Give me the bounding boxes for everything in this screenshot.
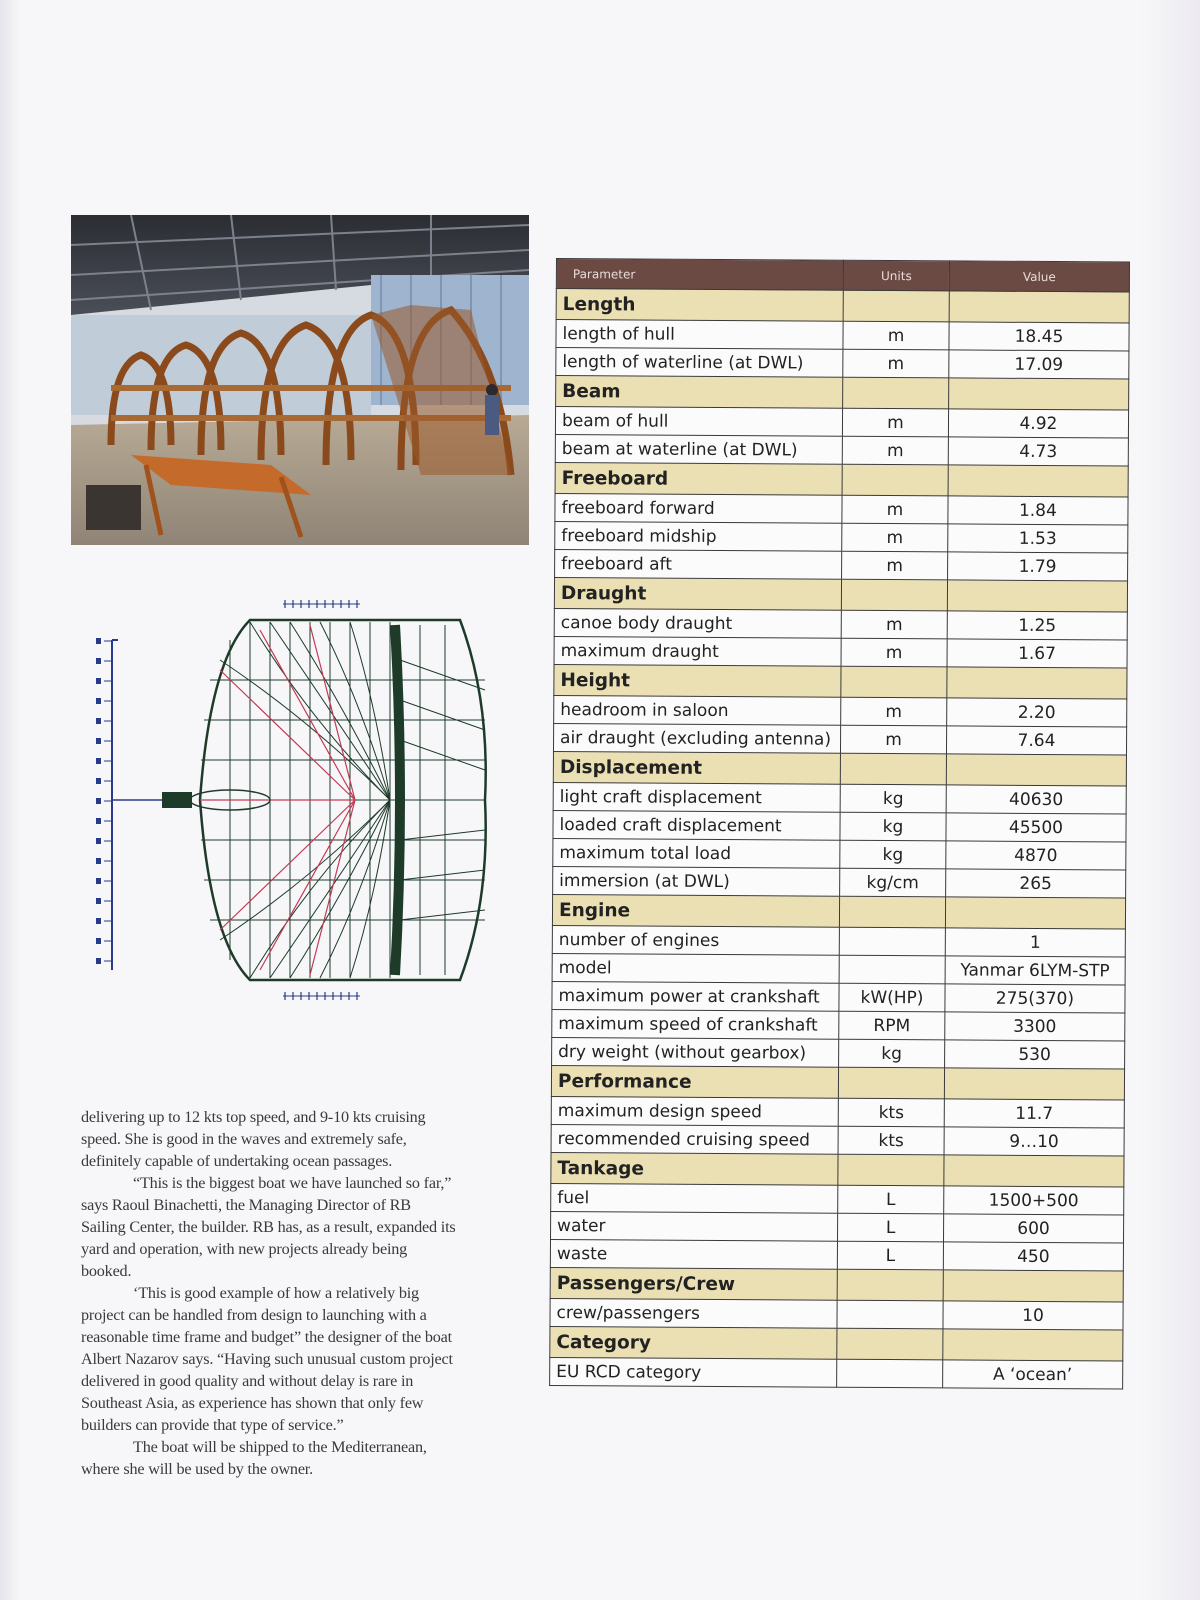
table-row <box>550 1298 1123 1329</box>
section-title: Tankage <box>551 1152 838 1185</box>
units-cell: L <box>837 1241 943 1270</box>
value-cell: 1.67 <box>947 639 1127 668</box>
param-cell: waste <box>550 1239 837 1269</box>
table-row <box>551 1183 1124 1214</box>
param-cell: maximum design speed <box>551 1096 838 1126</box>
param-cell: air draught (excluding antenna) <box>553 723 840 753</box>
header-parameter: Parameter <box>556 259 843 291</box>
value-cell: 450 <box>943 1242 1123 1271</box>
section-units-cell <box>838 1154 944 1186</box>
section-value-cell <box>948 378 1128 410</box>
value-cell: 11.7 <box>944 1099 1124 1128</box>
section-units-cell <box>843 377 949 409</box>
header-value: Value <box>949 261 1129 292</box>
value-cell: 1.84 <box>948 496 1128 525</box>
value-cell: 1.53 <box>948 524 1128 553</box>
article-paragraph: “This is the biggest boat we have launched so far,” says Raoul Binachetti, the Managing Director of RB Sailing Center, the builder. RB has, as a result, expanded its yard and operation, with new projects already being booked. <box>81 1174 456 1280</box>
section-title: Draught <box>554 577 841 610</box>
param-cell: dry weight (without gearbox) <box>552 1037 839 1067</box>
article-text <box>81 1106 459 1480</box>
section-row <box>552 894 1125 928</box>
units-cell: kts <box>838 1126 944 1155</box>
units-cell: kW(HP) <box>839 983 945 1012</box>
header-units: Units <box>843 260 949 291</box>
table-row <box>550 1357 1123 1388</box>
value-cell: 265 <box>945 869 1125 898</box>
table-row <box>553 866 1126 897</box>
value-cell: A ‘ocean’ <box>942 1360 1122 1389</box>
section-title: Height <box>554 664 841 697</box>
section-title: Passengers/Crew <box>550 1267 837 1300</box>
section-value-cell <box>943 1329 1123 1361</box>
units-cell: kg/cm <box>840 868 946 897</box>
units-cell: m <box>842 551 948 580</box>
article-paragraph: ‘This is good example of how a relatively big project can be handled from design to launching with a reasonable time frame and budget” the designer of the boat Albert Nazarov says. “Having such unusual custom project delivered in good quality and without delay is rare in Southeast Asia, as experience has shown that only few builders can provide that type of service.” <box>81 1284 453 1434</box>
param-cell: length of waterline (at DWL) <box>556 348 843 378</box>
table-row <box>552 1037 1125 1068</box>
value-cell: 9…10 <box>944 1127 1124 1156</box>
table-row <box>556 348 1129 379</box>
units-cell: m <box>843 349 949 378</box>
section-title: Freeboard <box>555 462 842 495</box>
param-cell: crew/passengers <box>550 1298 837 1328</box>
param-cell: canoe body draught <box>554 608 841 638</box>
section-title: Category <box>550 1326 837 1359</box>
article-paragraph: delivering up to 12 kts top speed, and 9-10 kts cruising speed. She is good in the waves and extremely safe, definitely capable of undertaking ocean passages. <box>81 1108 426 1170</box>
section-units-cell <box>842 464 948 496</box>
value-cell: 40630 <box>946 785 1126 814</box>
table-row <box>555 521 1128 552</box>
value-cell: 275(370) <box>945 984 1125 1013</box>
units-cell: m <box>841 697 947 726</box>
param-cell: freeboard forward <box>555 493 842 523</box>
section-units-cell <box>843 290 949 322</box>
units-cell: kg <box>840 840 946 869</box>
units-cell: L <box>838 1185 944 1214</box>
table-row <box>554 636 1127 667</box>
table-row <box>552 953 1125 984</box>
table-row <box>550 1239 1123 1270</box>
value-cell: 3300 <box>945 1012 1125 1041</box>
param-cell: recommended cruising speed <box>551 1124 838 1154</box>
section-units-cell <box>838 1067 944 1099</box>
section-units-cell <box>837 1328 943 1360</box>
section-value-cell <box>947 667 1127 699</box>
boat-hull-frames-photo <box>71 215 529 545</box>
hull-lines-plan-icon <box>90 600 510 1030</box>
section-row <box>550 1267 1123 1301</box>
section-units-cell <box>840 896 946 928</box>
section-value-cell <box>944 1155 1124 1187</box>
param-cell: beam at waterline (at DWL) <box>555 434 842 464</box>
units-cell: kts <box>838 1098 944 1127</box>
section-value-cell <box>946 754 1126 786</box>
section-value-cell <box>944 1068 1124 1100</box>
units-cell: m <box>843 321 949 350</box>
section-value-cell <box>945 897 1125 929</box>
units-cell: m <box>841 638 947 667</box>
units-cell <box>837 1300 943 1329</box>
value-cell: 600 <box>943 1214 1123 1243</box>
section-row <box>553 751 1126 785</box>
units-cell: m <box>841 725 947 754</box>
param-cell: freeboard midship <box>555 521 842 551</box>
section-row <box>556 376 1129 410</box>
units-cell: m <box>842 523 948 552</box>
units-cell: kg <box>840 812 946 841</box>
table-header-row <box>556 259 1129 292</box>
units-cell: m <box>842 495 948 524</box>
param-cell: maximum speed of crankshaft <box>552 1009 839 1039</box>
page-right-shadow <box>1140 0 1200 1600</box>
section-title: Beam <box>556 376 843 409</box>
section-units-cell <box>837 1269 943 1301</box>
units-cell: m <box>843 408 949 437</box>
section-row <box>550 1326 1123 1360</box>
value-cell: 2.20 <box>947 698 1127 727</box>
section-row <box>556 289 1129 323</box>
value-cell: 1500+500 <box>944 1186 1124 1215</box>
section-row <box>551 1152 1124 1186</box>
param-cell: beam of hull <box>555 407 842 437</box>
units-cell: m <box>841 610 947 639</box>
value-cell: 4.73 <box>948 437 1128 466</box>
param-cell: maximum draught <box>554 636 841 666</box>
param-cell: freeboard aft <box>555 549 842 579</box>
param-cell: number of engines <box>552 925 839 955</box>
value-cell: 45500 <box>946 813 1126 842</box>
table-row <box>552 925 1125 956</box>
value-cell: 530 <box>944 1040 1124 1069</box>
units-cell: kg <box>840 784 946 813</box>
param-cell: length of hull <box>556 320 843 350</box>
value-cell: 7.64 <box>946 726 1126 755</box>
section-value-cell <box>943 1270 1123 1302</box>
table-row <box>551 1096 1124 1127</box>
table-row <box>555 407 1128 438</box>
table-row <box>555 493 1128 524</box>
units-cell <box>837 1359 943 1388</box>
table-row <box>551 1124 1124 1155</box>
table-row <box>552 981 1125 1012</box>
section-row <box>555 462 1128 496</box>
table-row <box>553 838 1126 869</box>
units-cell <box>839 955 945 984</box>
section-row <box>554 664 1127 698</box>
value-cell: 18.45 <box>949 322 1129 351</box>
param-cell: light craft displacement <box>553 782 840 812</box>
value-cell: 1.79 <box>947 552 1127 581</box>
table-row <box>555 434 1128 465</box>
table-row <box>552 1009 1125 1040</box>
param-cell: loaded craft displacement <box>553 810 840 840</box>
table-row <box>553 782 1126 813</box>
param-cell: model <box>552 953 839 983</box>
param-cell: maximum power at crankshaft <box>552 981 839 1011</box>
value-cell: 10 <box>943 1301 1123 1330</box>
value-cell: 4870 <box>946 841 1126 870</box>
section-title: Length <box>556 289 843 322</box>
table-row <box>554 695 1127 726</box>
table-row <box>551 1211 1124 1242</box>
section-title: Engine <box>552 894 839 927</box>
page-edge-shadow <box>0 0 20 1600</box>
section-units-cell <box>841 666 947 698</box>
section-row <box>551 1065 1124 1099</box>
section-units-cell <box>841 579 947 611</box>
units-cell: RPM <box>839 1011 945 1040</box>
article-paragraph: The boat will be shipped to the Mediterranean, where she will be used by the owner. <box>81 1438 427 1478</box>
section-value-cell <box>948 465 1128 497</box>
table-body <box>550 289 1130 1389</box>
units-cell: m <box>842 436 948 465</box>
units-cell: L <box>838 1213 944 1242</box>
param-cell: water <box>551 1211 838 1241</box>
table-row <box>556 320 1129 351</box>
param-cell: EU RCD category <box>550 1357 837 1387</box>
param-cell: maximum total load <box>553 838 840 868</box>
table-row <box>553 723 1126 754</box>
value-cell: 1.25 <box>947 611 1127 640</box>
specifications-table <box>549 258 1130 1389</box>
param-cell: headroom in saloon <box>554 695 841 725</box>
section-value-cell <box>947 580 1127 612</box>
value-cell: 1 <box>945 928 1125 957</box>
section-units-cell <box>840 753 946 785</box>
value-cell: Yanmar 6LYM-STP <box>945 956 1125 985</box>
section-title: Displacement <box>553 751 840 784</box>
table-row <box>555 549 1128 580</box>
units-cell: kg <box>839 1039 945 1068</box>
table-row <box>553 810 1126 841</box>
units-cell <box>839 927 945 956</box>
param-cell: fuel <box>551 1183 838 1213</box>
table-row <box>554 608 1127 639</box>
section-row <box>554 577 1127 611</box>
param-cell: immersion (at DWL) <box>553 866 840 896</box>
value-cell: 17.09 <box>949 350 1129 379</box>
value-cell: 4.92 <box>948 409 1128 438</box>
section-title: Performance <box>551 1065 838 1098</box>
section-value-cell <box>949 291 1129 323</box>
